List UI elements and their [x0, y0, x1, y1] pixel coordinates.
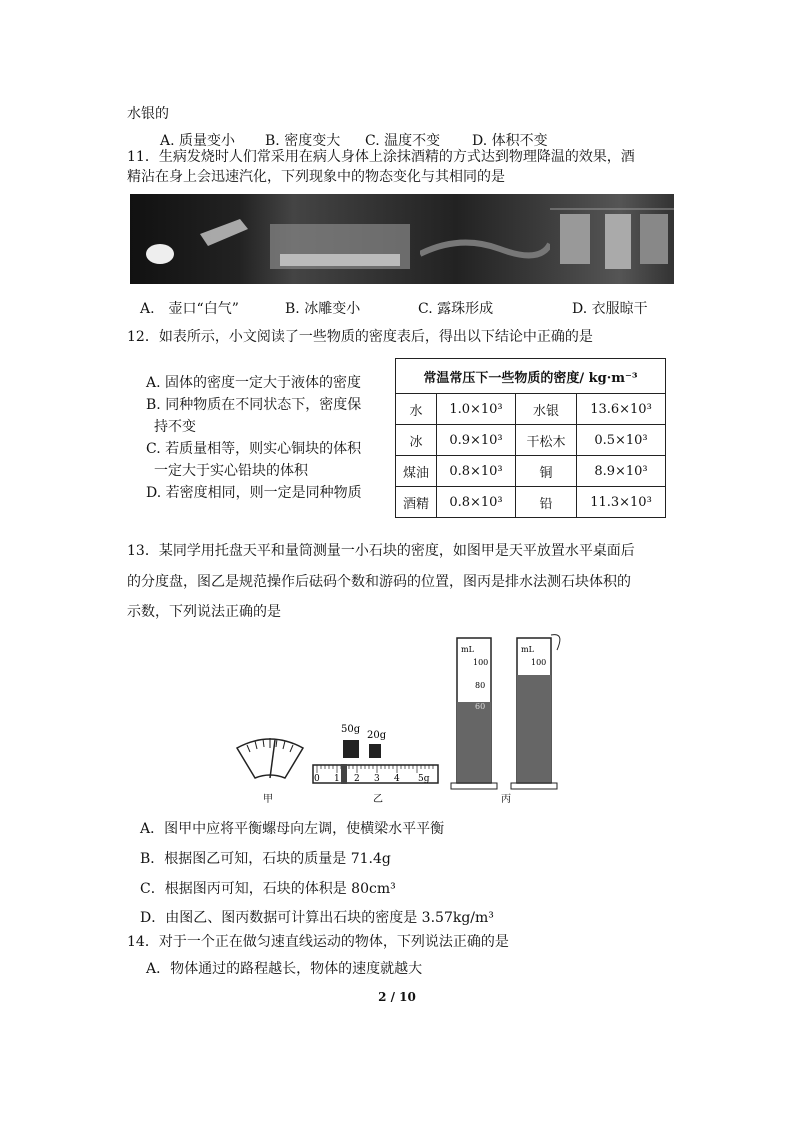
q13-option-b: B．根据图乙可知，石块的质量是 71.4g	[140, 851, 391, 867]
density-table	[395, 358, 666, 518]
cyl-left-60: 60	[475, 702, 486, 711]
ruler-tick: 1	[334, 774, 340, 784]
density-table-title: 常温常压下一些物质的密度/ kg·m⁻³	[396, 359, 666, 394]
q13-stem-line1: 13．某同学用托盘天平和量筒测量一小石块的密度，如图甲是天平放置水平桌面后	[127, 543, 635, 559]
table-row: 酒精 0.8×10³ 铅 11.3×10³	[396, 487, 666, 518]
weight-50g-label: 50g	[341, 724, 361, 735]
balance-dial	[237, 738, 303, 805]
photo-kettle	[130, 194, 260, 284]
photo-dew	[420, 194, 550, 284]
q11-stem-line2: 精沾在身上会迅速汽化，下列现象中的物态变化与其相同的是	[127, 169, 505, 185]
q12-option-d: D. 若密度相同，则一定是同种物质	[146, 485, 362, 501]
table-row: 冰 0.9×10³ 干松木 0.5×10³	[396, 425, 666, 456]
q10-option-b: B. 密度变大	[265, 133, 341, 149]
q14-option-a: A．物体通过的路程越长，物体的速度就越大	[146, 961, 423, 977]
label-jia: 甲	[263, 794, 273, 805]
cylinder-right-base	[511, 783, 557, 789]
q13-option-a: A．图甲中应将平衡螺母向左调，使横梁水平平衡	[140, 821, 445, 837]
q12-stem: 12．如表所示，小文阅读了一些物质的密度表后，得出以下结论中正确的是	[127, 329, 593, 345]
weight-50g-icon	[343, 740, 359, 758]
cyl-left-80: 80	[475, 681, 486, 690]
photo-laundry	[550, 194, 674, 284]
photo-ice-sculpture	[260, 194, 420, 284]
q11-option-d: D. 衣服晾干	[572, 301, 648, 317]
graduated-cylinders	[451, 635, 560, 805]
q13-option-c: C．根据图丙可知，石块的体积是 80cm³	[140, 881, 396, 897]
ruler-tick: 5g	[418, 774, 430, 784]
cyl-right-100: 100	[531, 658, 547, 667]
q10-option-c: C. 温度不变	[365, 133, 441, 149]
weight-20g-label: 20g	[367, 730, 387, 741]
string-icon	[551, 635, 560, 650]
q13-option-d: D．由图乙、图丙数据可计算出石块的密度是 3.57kg/m³	[140, 910, 494, 926]
ruler-tick: 3	[374, 774, 380, 784]
q11-option-a: A. 壶口“白气”	[140, 301, 239, 317]
weights-and-ruler	[313, 724, 438, 805]
weight-20g-icon	[369, 744, 381, 758]
ruler-tick: 0	[314, 774, 320, 784]
q12-option-c-cont: 一定大于实心铅块的体积	[154, 463, 308, 479]
ruler-tick: 2	[354, 774, 360, 784]
q10-option-d: D. 体积不变	[472, 133, 548, 149]
q10-prefix: 水银的	[127, 106, 169, 122]
q13-stem-line2: 的分度盘，图乙是规范操作后砝码个数和游码的位置，图丙是排水法测石块体积的	[127, 574, 631, 590]
table-row: 煤油 0.8×10³ 铜 8.9×10³	[396, 456, 666, 487]
label-yi: 乙	[373, 794, 383, 805]
cyl-left-unit: mL	[461, 645, 474, 654]
q11-option-c: C. 露珠形成	[418, 301, 494, 317]
cyl-right-unit: mL	[521, 645, 534, 654]
q12-option-a: A. 固体的密度一定大于液体的密度	[146, 375, 362, 391]
q11-option-b: B. 冰雕变小	[285, 301, 361, 317]
label-bing: 丙	[501, 794, 511, 805]
ruler-tick: 4	[394, 774, 400, 784]
q12-option-c: C. 若质量相等，则实心铜块的体积	[146, 441, 362, 457]
cyl-left-100: 100	[473, 658, 489, 667]
q11-photo-strip	[130, 194, 674, 284]
page-number: 2 / 10	[378, 990, 416, 1004]
q11-stem-line1: 11．生病发烧时人们常采用在病人身体上涂抹酒精的方式达到物理降温的效果，酒	[127, 149, 635, 165]
rider-icon	[341, 764, 347, 784]
q14-stem: 14．对于一个正在做匀速直线运动的物体，下列说法正确的是	[127, 934, 509, 950]
q12-option-b: B. 同种物质在不同状态下，密度保	[146, 397, 362, 413]
q13-stem-line3: 示数，下列说法正确的是	[127, 604, 281, 620]
cylinder-left-water	[457, 702, 491, 783]
q10-option-a: A. 质量变小	[160, 133, 236, 149]
cylinder-right-water	[517, 675, 551, 783]
cylinder-left-base	[451, 783, 497, 789]
q13-figure	[225, 630, 585, 810]
q12-option-b-cont: 持不变	[154, 419, 196, 435]
table-row: 水 1.0×10³ 水银 13.6×10³	[396, 394, 666, 425]
